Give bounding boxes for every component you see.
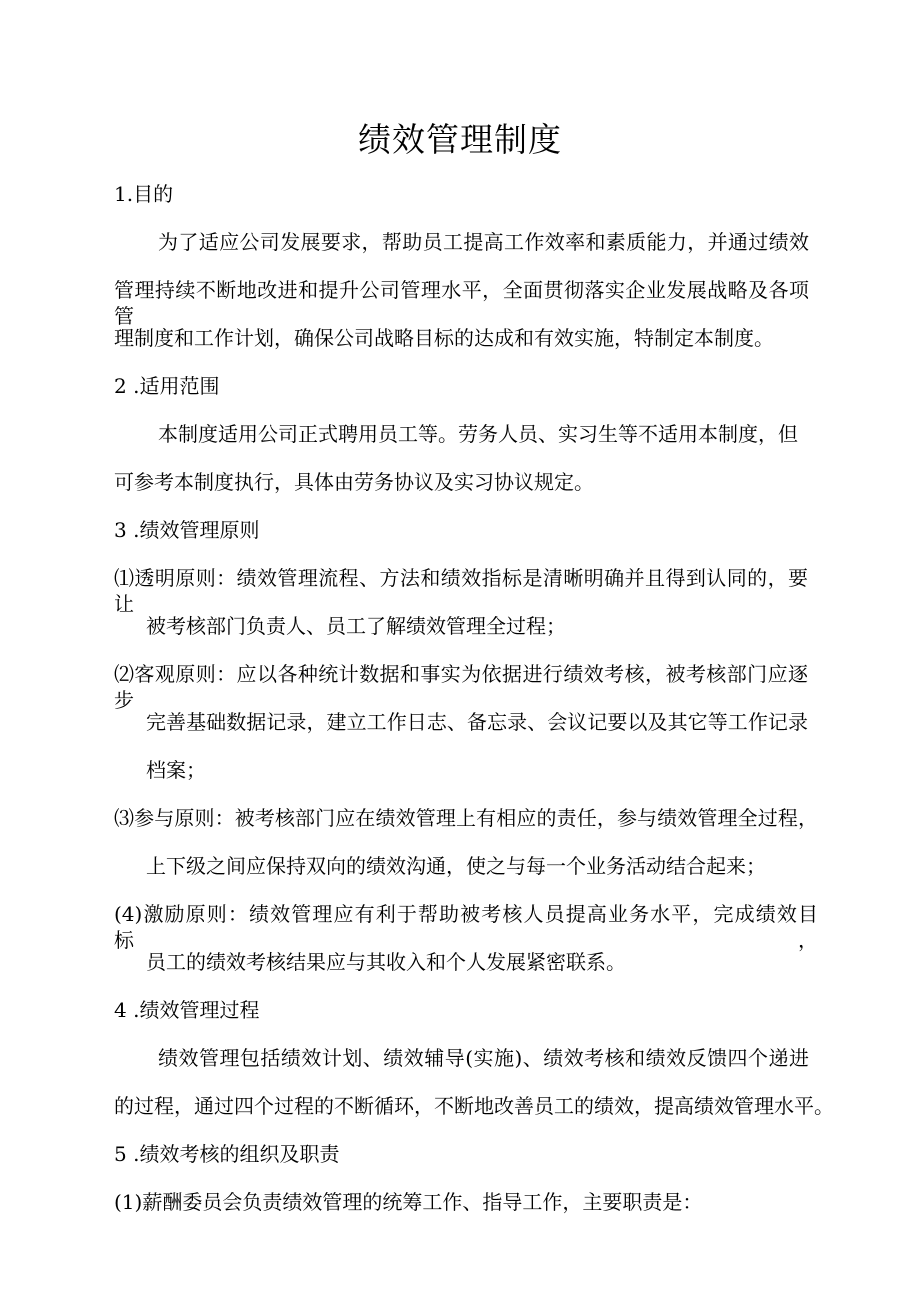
section-heading-purpose: 1.目的 [114, 182, 174, 206]
paragraph-line: 绩效管理包括绩效计划、绩效辅导(实施)、绩效考核和绩效反馈四个递进 [158, 1046, 809, 1070]
list-item-line: (4)激励原则：绩效管理应有利于帮助被考核人员提高业务水平，完成绩效目标， [114, 902, 818, 952]
section-heading-process: 4 .绩效管理过程 [114, 998, 260, 1022]
paragraph-line: 本制度适用公司正式聘用员工等。劳务人员、实习生等不适用本制度，但 [158, 422, 798, 446]
paragraph-line: 理制度和工作计划，确保公司战略目标的达成和有效实施，特制定本制度。 [114, 326, 774, 350]
list-item-line: 上下级之间应保持双向的绩效沟通，使之与每一个业务活动结合起来； [146, 854, 766, 878]
list-item-line: (1)薪酬委员会负责绩效管理的统筹工作、指导工作，主要职责是： [114, 1190, 703, 1214]
list-item-line: 被考核部门负责人、员工了解绩效管理全过程； [146, 614, 566, 638]
paragraph-line: 为了适应公司发展要求，帮助员工提高工作效率和素质能力，并通过绩效 [158, 230, 809, 254]
section-heading-scope: 2 .适用范围 [114, 374, 220, 398]
section-heading-organization: 5 .绩效考核的组织及职责 [114, 1142, 340, 1166]
paragraph-line: 的过程，通过四个过程的不断循环，不断地改善员工的绩效，提高绩效管理水平。 [114, 1094, 834, 1118]
section-heading-principles: 3 .绩效管理原则 [114, 518, 260, 542]
document-title: 绩效管理制度 [358, 120, 562, 159]
list-item-line: 员工的绩效考核结果应与其收入和个人发展紧密联系。 [146, 950, 626, 974]
list-item-line: ⑵客观原则：应以各种统计数据和事实为依据进行绩效考核，被考核部门应逐步 [114, 662, 808, 712]
list-item-line: 完善基础数据记录，建立工作日志、备忘录、会议记要以及其它等工作记录 [146, 710, 808, 734]
list-item-line: ⑶参与原则：被考核部门应在绩效管理上有相应的责任，参与绩效管理全过程， [114, 806, 818, 830]
paragraph-line: 管理持续不断地改进和提升公司管理水平，全面贯彻落实企业发展战略及各项管 [114, 278, 809, 328]
list-item-line: 档案； [146, 758, 206, 782]
list-item-line: ⑴透明原则：绩效管理流程、方法和绩效指标是清晰明确并且得到认同的，要让 [114, 566, 808, 616]
paragraph-line: 可参考本制度执行，具体由劳务协议及实习协议规定。 [114, 470, 594, 494]
